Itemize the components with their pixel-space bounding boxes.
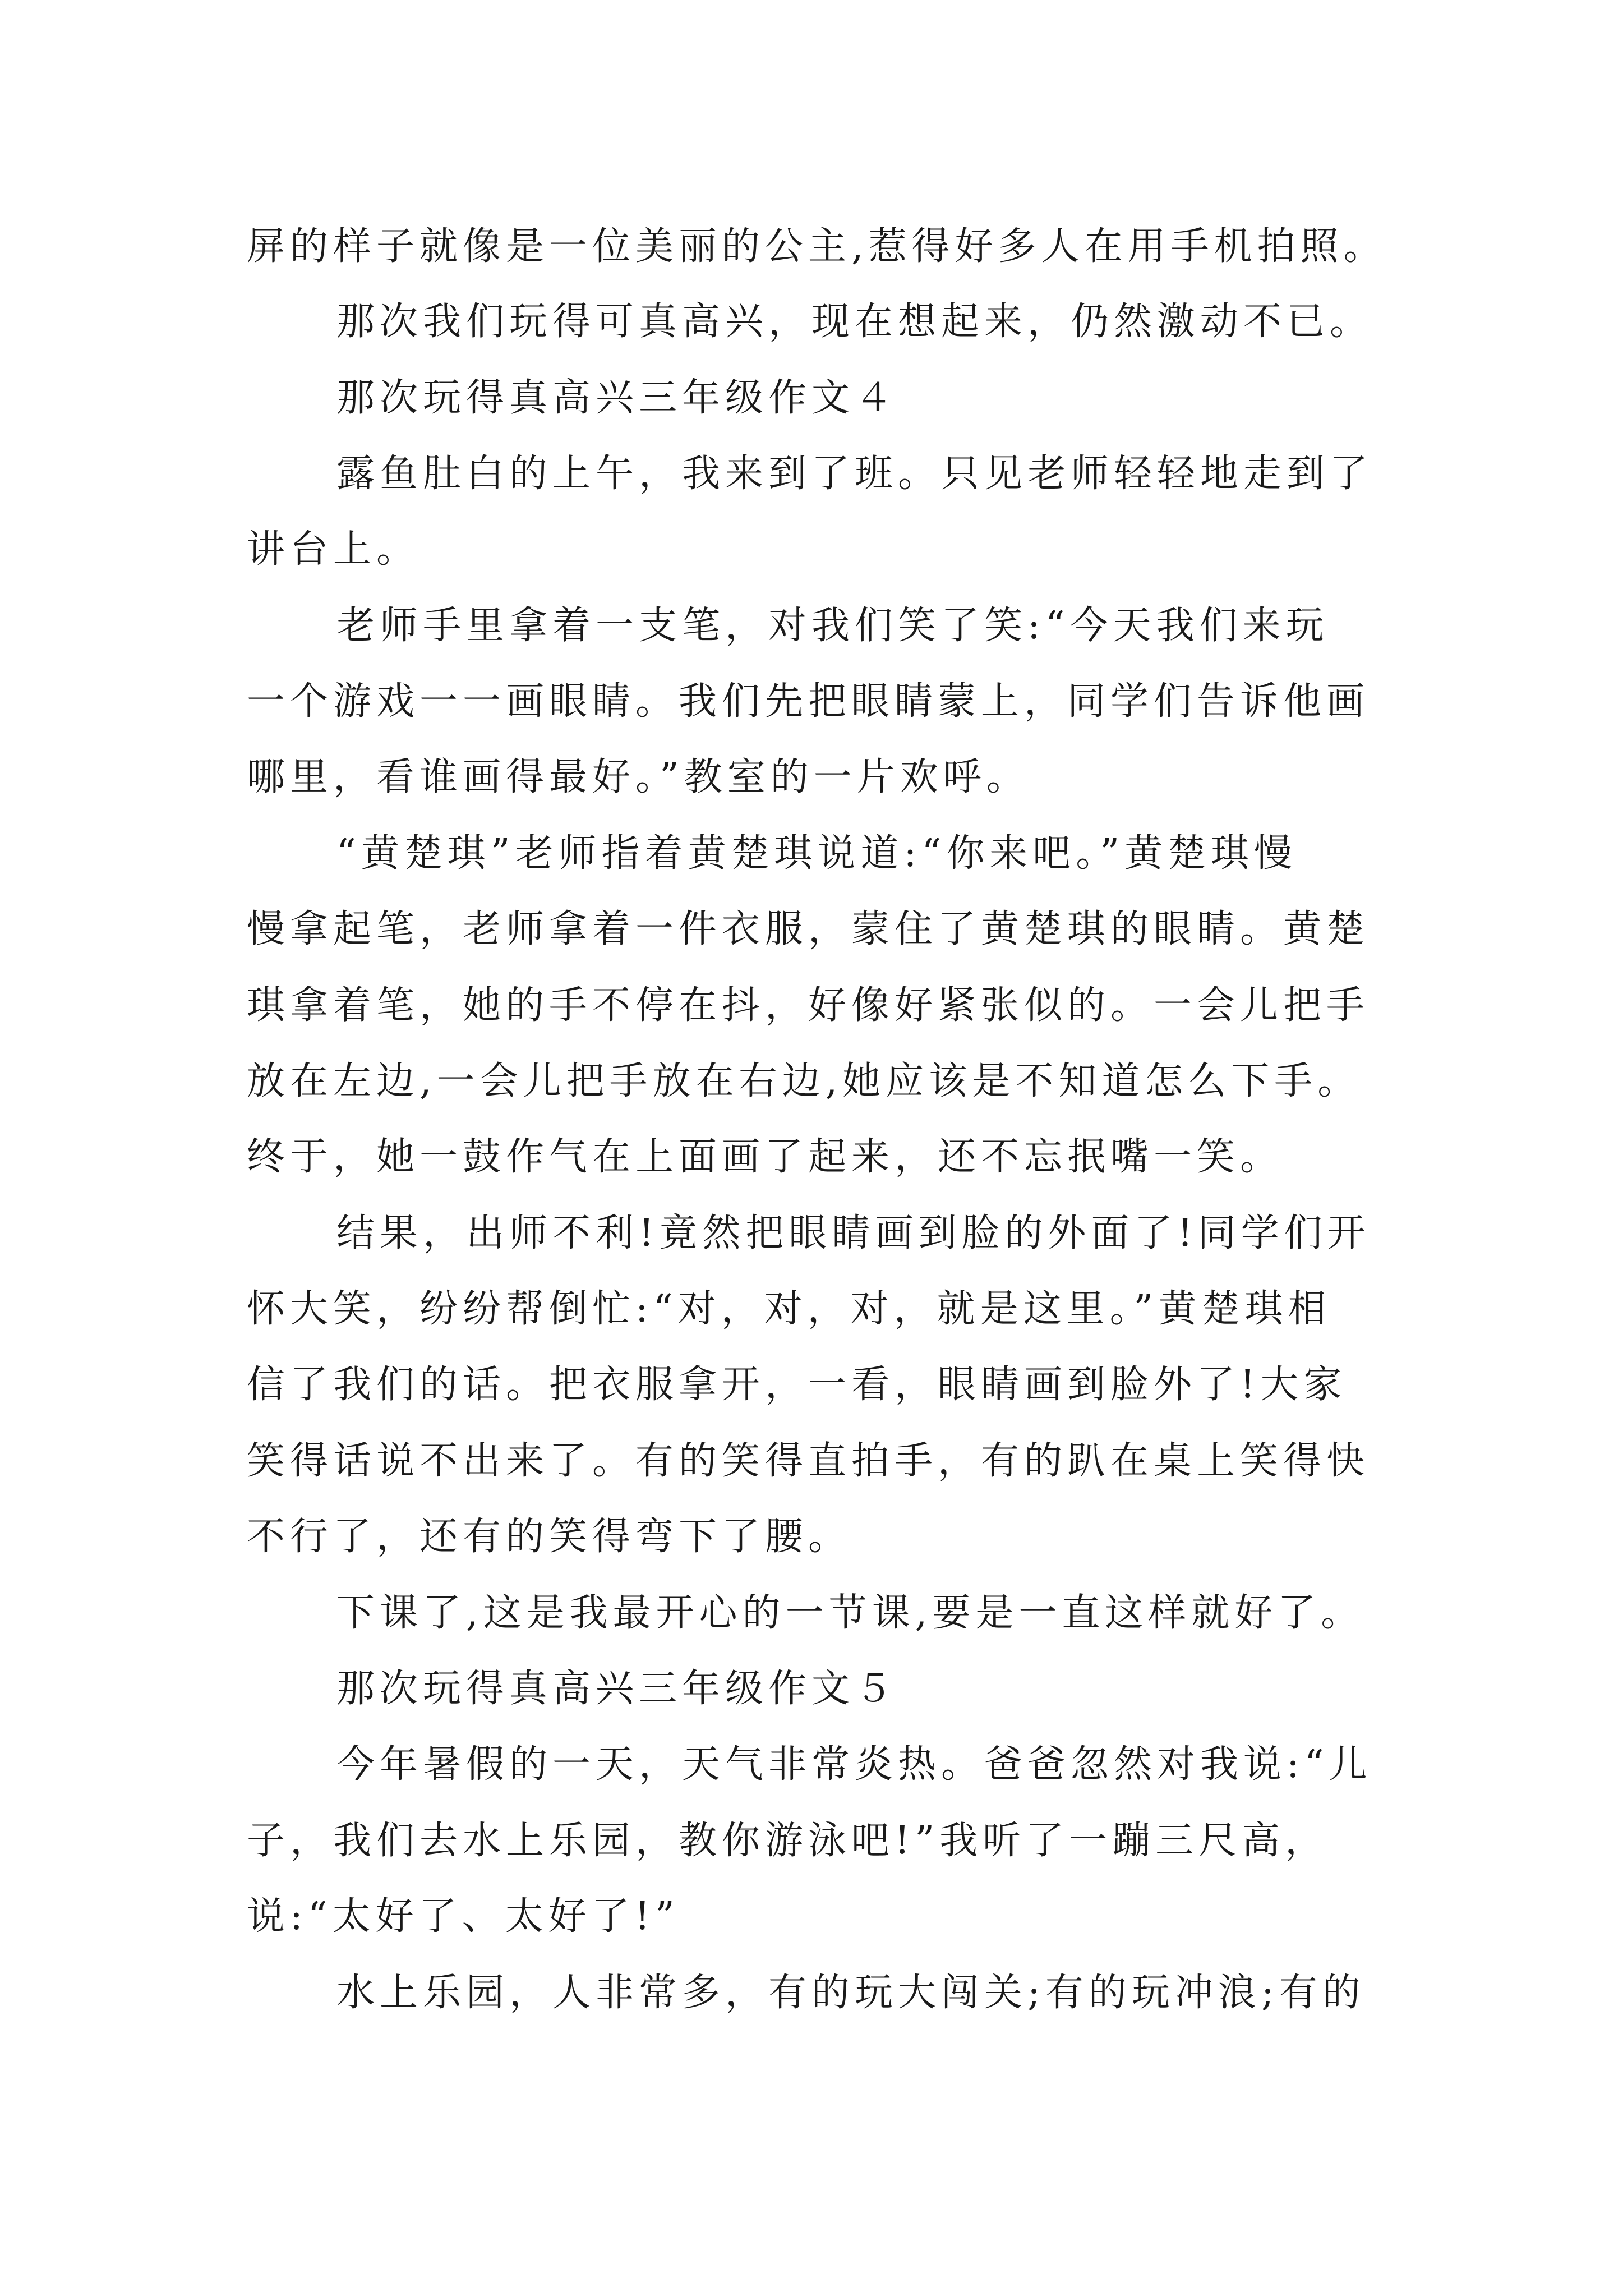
text-line: 说:“太好了、太好了!” [247, 1894, 680, 1939]
text-line: 一个游戏一一画眼睛。我们先把眼睛蒙上，同学们告诉他画 [247, 679, 1370, 724]
text-line: 老师手里拿着一支笔，对我们笑了笑:“今天我们来玩 [336, 604, 1329, 648]
text-line: 露鱼肚白的上午，我来到了班。只见老师轻轻地走到了 [336, 452, 1373, 496]
section-heading: 那次玩得真高兴三年级作文４ [336, 376, 898, 420]
text-line: 哪里，看谁画得最好。”教室的一片欢呼。 [247, 755, 1030, 799]
text-line: 水上乐园，人非常多，有的玩大闯关;有的玩冲浪;有的 [336, 1971, 1366, 2015]
text-line: 讲台上。 [247, 527, 420, 572]
text-line: 那次我们玩得可真高兴，现在想起来，仍然激动不已。 [336, 300, 1373, 344]
text-line: 信了我们的话。把衣服拿开，一看，眼睛画到脸外了!大家 [247, 1363, 1347, 1407]
text-line: 笑得话说不出来了。有的笑得直拍手，有的趴在桌上笑得快 [247, 1439, 1370, 1483]
text-line: 子，我们去水上乐园，教你游泳吧!”我听了一蹦三尺高， [247, 1819, 1329, 1863]
text-line: “黄楚琪”老师指着黄楚琪说道:“你来吧。”黄楚琪慢 [336, 831, 1297, 876]
text-line: 下课了,这是我最开心的一节课,要是一直这样就好了。 [336, 1591, 1364, 1635]
text-line: 放在左边,一会儿把手放在右边,她应该是不知道怎么下手。 [247, 1059, 1361, 1103]
text-line: 今年暑假的一天，天气非常炎热。爸爸忽然对我说:“儿 [336, 1742, 1372, 1787]
text-line: 不行了，还有的笑得弯下了腰。 [247, 1515, 852, 1559]
section-heading: 那次玩得真高兴三年级作文５ [336, 1667, 898, 1711]
text-line: 慢拿起笔，老师拿着一件衣服，蒙住了黄楚琪的眼睛。黄楚 [247, 907, 1370, 951]
text-line: 屏的样子就像是一位美丽的公主,惹得好多人在用手机拍照。 [247, 224, 1387, 269]
text-line: 琪拿着笔，她的手不停在抖，好像好紧张似的。一会儿把手 [247, 983, 1370, 1028]
text-line: 怀大笑，纷纷帮倒忙:“对，对，对，就是这里。”黄楚琪相 [247, 1287, 1331, 1331]
text-line: 终于，她一鼓作气在上面画了起来，还不忘抿嘴一笑。 [247, 1135, 1284, 1179]
text-line: 结果，出师不利!竟然把眼睛画到脸的外面了!同学们开 [336, 1211, 1371, 1255]
